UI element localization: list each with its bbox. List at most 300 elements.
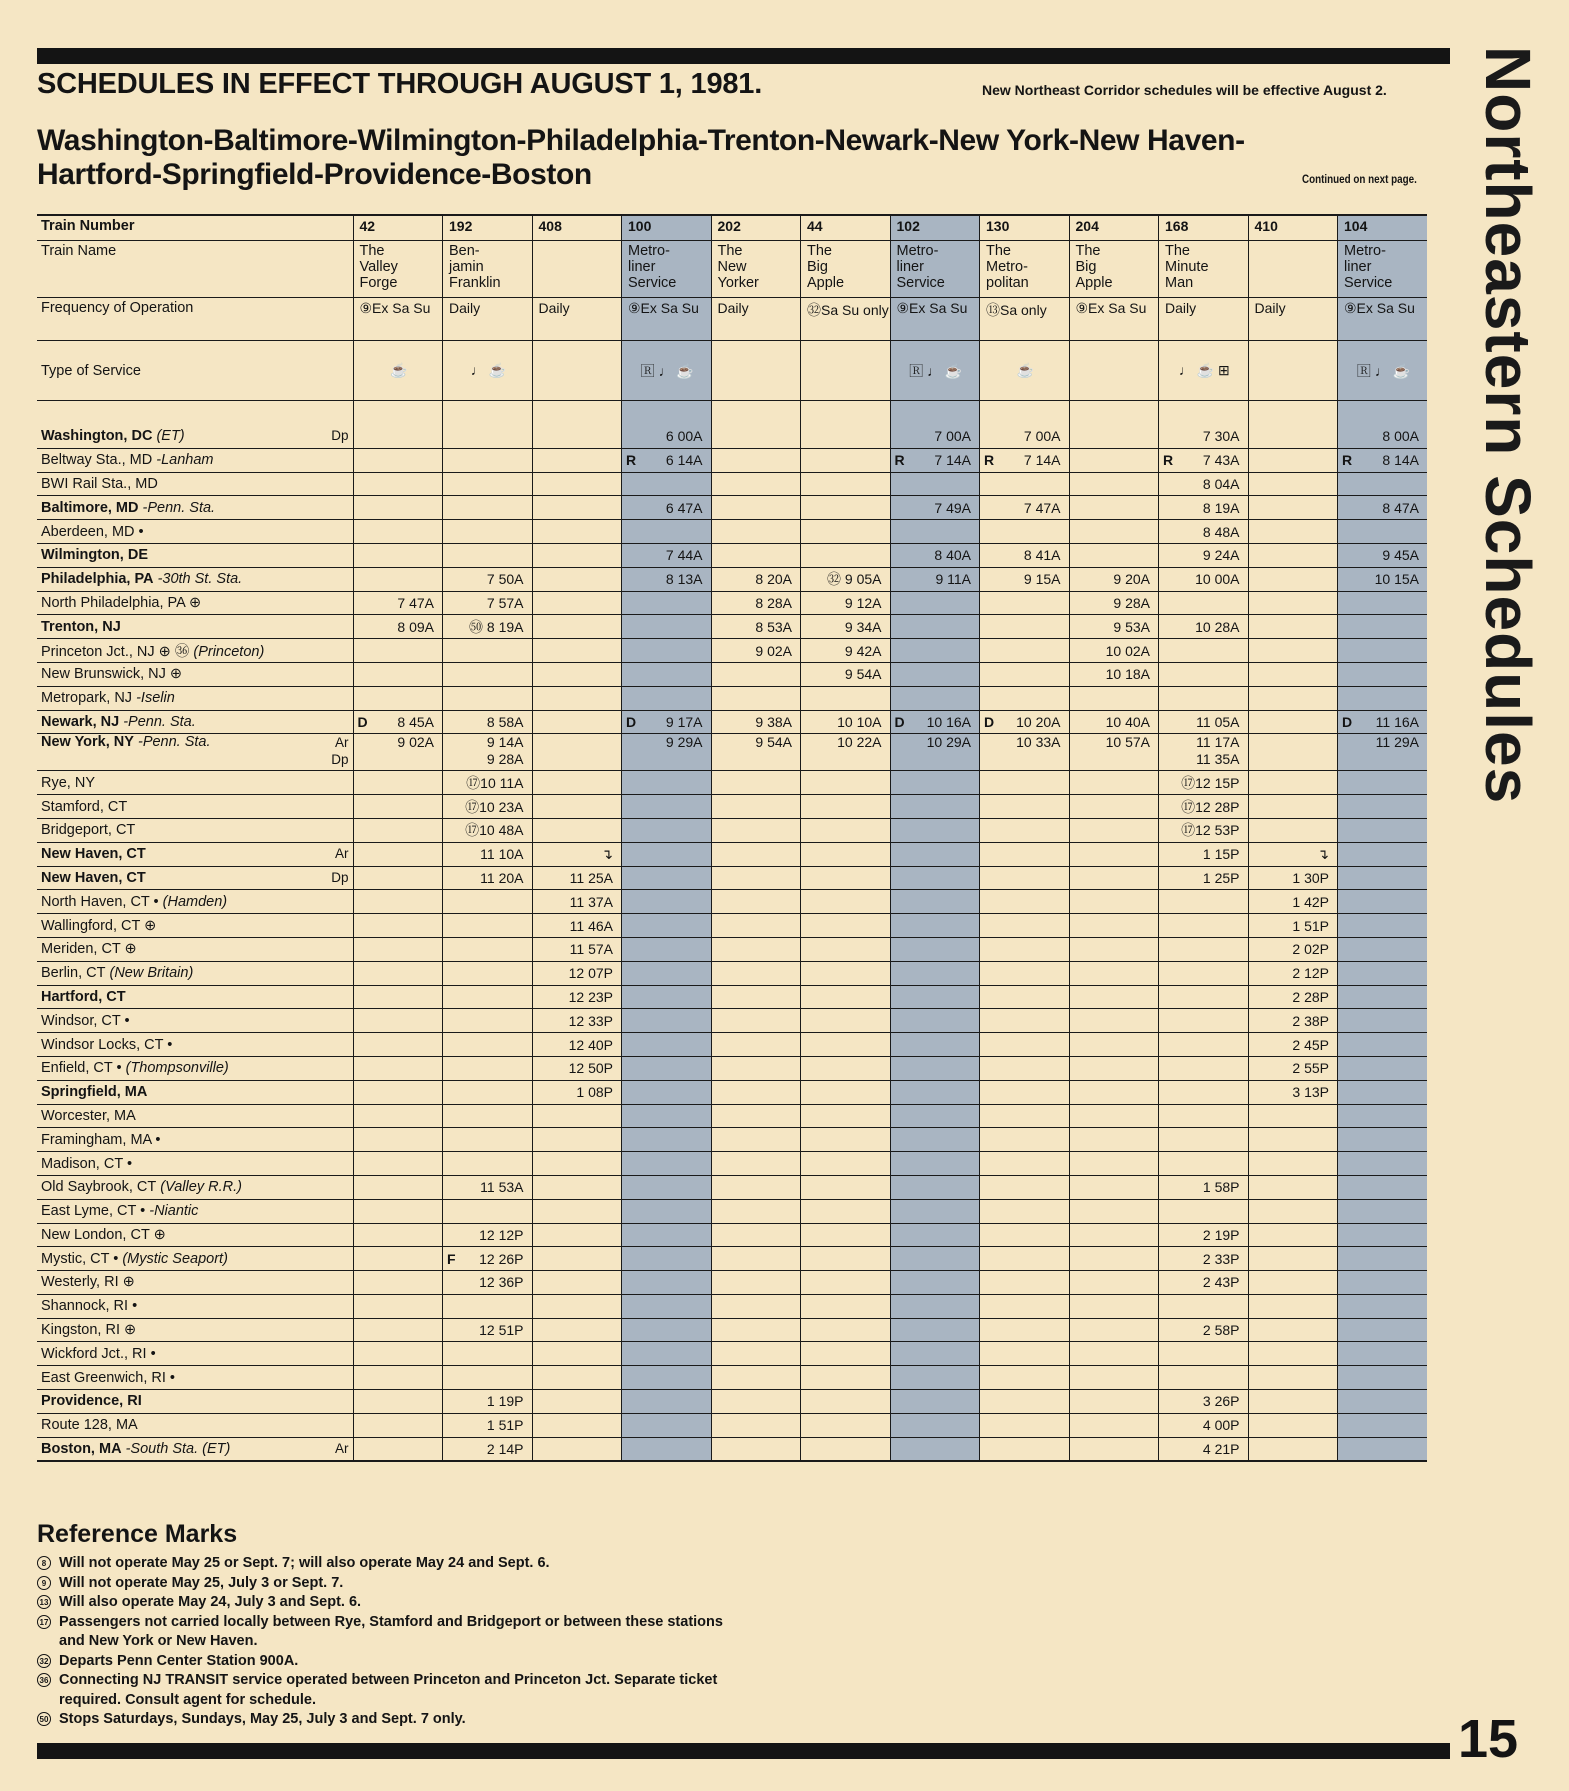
station-name: Wickford Jct., RI • — [41, 1345, 156, 1362]
station-name-cell — [37, 771, 353, 795]
spacer-cell — [890, 401, 980, 426]
reference-mark-item — [37, 1613, 739, 1652]
time-cell — [801, 771, 891, 795]
reference-marks-title: Reference Marks — [37, 1520, 238, 1548]
station-row — [37, 1104, 1427, 1128]
time-cell — [1069, 1104, 1159, 1128]
time-cell — [1338, 890, 1428, 914]
spacer-row — [37, 401, 1427, 426]
time-cell — [890, 914, 980, 938]
time-cell: 12 36P — [443, 1271, 533, 1295]
train-service-cell: ♩ ☕ ⊞ — [1159, 341, 1249, 401]
station-name-cell — [37, 1009, 353, 1033]
train-name-line: Ben- — [449, 243, 480, 259]
time-cell — [532, 1294, 622, 1318]
time-cell: 1 51P — [1248, 914, 1338, 938]
time-cell — [890, 1247, 980, 1271]
time-cell — [532, 1390, 622, 1414]
station-name: Boston, MA — [41, 1441, 122, 1458]
train-number-cell: 204 — [1069, 215, 1159, 241]
time-cell — [980, 662, 1070, 686]
station-subname: -30th St. Sta. — [157, 571, 243, 588]
time-cell — [1159, 662, 1249, 686]
time-arrive: 9 14A — [486, 734, 524, 751]
time-cell — [711, 543, 801, 567]
station-name-cell — [37, 842, 353, 866]
time-cell — [980, 1175, 1070, 1199]
time-cell — [890, 472, 980, 496]
time-cell — [1069, 1390, 1159, 1414]
time-cell — [1248, 1152, 1338, 1176]
row-label: Train Number — [37, 215, 353, 241]
time-cell — [353, 1175, 443, 1199]
station-row — [37, 1318, 1427, 1342]
time-cell — [1338, 985, 1428, 1009]
time-cell — [622, 1104, 712, 1128]
station-row — [37, 1247, 1427, 1271]
station-row — [37, 662, 1427, 686]
time-cell — [711, 1294, 801, 1318]
time-cell: 10 29A — [890, 734, 980, 771]
time-cell — [801, 1223, 891, 1247]
station-name-cell — [37, 710, 353, 734]
arrive-depart-part: Dp — [331, 869, 349, 885]
time-cell — [980, 520, 1070, 544]
station-name-cell — [37, 1223, 353, 1247]
train-number-cell: 192 — [443, 215, 533, 241]
station-name-cell — [37, 1413, 353, 1437]
station-name: Madison, CT • — [41, 1155, 133, 1172]
station-name: Shannock, RI • — [41, 1298, 138, 1315]
train-name-cell — [622, 241, 712, 298]
station-subname: -Lanham — [156, 452, 214, 469]
station-row — [37, 985, 1427, 1009]
time-cell — [443, 1128, 533, 1152]
time-cell — [890, 1080, 980, 1104]
station-name: Trenton, NJ — [41, 618, 121, 635]
time-cell — [1069, 1009, 1159, 1033]
time-cell — [1248, 818, 1338, 842]
time-cell — [711, 1413, 801, 1437]
time-cell — [890, 1366, 980, 1390]
time-value: 6 14A — [665, 452, 703, 469]
time-cell — [711, 1080, 801, 1104]
time-cell — [711, 1247, 801, 1271]
time-cell: 3 13P — [1248, 1080, 1338, 1104]
time-cell — [1069, 890, 1159, 914]
time-cell — [1248, 1199, 1338, 1223]
station-row — [37, 961, 1427, 985]
time-cell: 2 58P — [1159, 1318, 1249, 1342]
time-cell — [980, 1080, 1070, 1104]
time-cell — [711, 1175, 801, 1199]
station-name: Berlin, CT — [41, 965, 106, 982]
time-cell: 7 49A — [890, 496, 980, 520]
time-cell — [890, 591, 980, 615]
time-cell: 10 57A — [1069, 734, 1159, 771]
station-name: Westerly, RI ⊕ — [41, 1274, 135, 1291]
time-cell — [1159, 1128, 1249, 1152]
time-cell — [1069, 1247, 1159, 1271]
reference-mark-item — [37, 1710, 739, 1730]
reference-text: Will also operate May 24, July 3 and Sept. 6. — [59, 1594, 362, 1610]
time-prefix: F — [447, 1250, 456, 1267]
time-cell — [1338, 1390, 1428, 1414]
station-name: North Philadelphia, PA ⊕ — [41, 594, 202, 611]
time-cell: 11 53A — [443, 1175, 533, 1199]
time-cell — [711, 890, 801, 914]
time-cell — [443, 1080, 533, 1104]
station-row — [37, 686, 1427, 710]
station-row — [37, 1152, 1427, 1176]
station-row — [37, 1390, 1427, 1414]
time-cell — [890, 985, 980, 1009]
time-cell: 9 53A — [1069, 615, 1159, 639]
station-name-cell — [37, 961, 353, 985]
time-cell — [890, 795, 980, 819]
time-cell — [980, 961, 1070, 985]
time-cell — [890, 771, 980, 795]
time-cell: 11 29A — [1338, 734, 1428, 771]
station-name: BWI Rail Sta., MD — [41, 475, 158, 492]
time-cell — [980, 686, 1070, 710]
time-cell: 8 40A — [890, 543, 980, 567]
time-cell — [1159, 1152, 1249, 1176]
route-title-line1: Washington-Baltimore-Wilmington-Philadelphia-Trenton-Newark-New York-New Haven- — [37, 124, 1245, 157]
time-cell: 7 47A — [353, 591, 443, 615]
time-cell — [353, 1366, 443, 1390]
station-row — [37, 1366, 1427, 1390]
time-cell — [801, 1009, 891, 1033]
time-cell — [890, 662, 980, 686]
time-cell: 10 22A — [801, 734, 891, 771]
time-cell — [711, 448, 801, 472]
page-headline: SCHEDULES IN EFFECT THROUGH AUGUST 1, 1981. — [37, 68, 763, 100]
time-cell — [532, 639, 622, 663]
station-row — [37, 1294, 1427, 1318]
time-cell — [801, 985, 891, 1009]
time-value: 12 26P — [479, 1250, 524, 1267]
time-cell: 6 47A — [622, 496, 712, 520]
time-cell — [532, 1104, 622, 1128]
time-cell — [1338, 710, 1428, 734]
time-cell — [353, 771, 443, 795]
station-name: New York, NY — [41, 734, 134, 751]
time-cell — [980, 710, 1070, 734]
time-cell: 12 07P — [532, 961, 622, 985]
time-cell: 2 55P — [1248, 1056, 1338, 1080]
arrive-depart-part: Ar — [335, 846, 349, 862]
reference-mark-item — [37, 1593, 739, 1613]
time-cell: 8 19A — [1159, 496, 1249, 520]
time-cell: 7 44A — [622, 543, 712, 567]
time-cell — [801, 937, 891, 961]
time-prefix: D — [626, 713, 637, 730]
time-cell — [1338, 1128, 1428, 1152]
time-cell — [1248, 734, 1338, 771]
station-name-cell — [37, 734, 353, 771]
time-cell: 8 09A — [353, 615, 443, 639]
time-cell — [1338, 937, 1428, 961]
time-cell — [711, 1009, 801, 1033]
time-cell — [711, 520, 801, 544]
time-cell — [622, 1366, 712, 1390]
train-number-cell: 168 — [1159, 215, 1249, 241]
time-cell — [801, 1318, 891, 1342]
station-name-cell — [37, 818, 353, 842]
time-cell — [532, 1271, 622, 1295]
time-cell: 9 02A — [711, 639, 801, 663]
time-cell — [353, 496, 443, 520]
time-cell: 2 38P — [1248, 1009, 1338, 1033]
time-cell — [801, 1104, 891, 1128]
station-name: East Greenwich, RI • — [41, 1369, 176, 1386]
time-cell — [443, 1199, 533, 1223]
time-cell — [622, 1342, 712, 1366]
time-cell — [1069, 1342, 1159, 1366]
train-name-cell — [443, 241, 533, 298]
time-cell — [711, 961, 801, 985]
time-cell — [711, 472, 801, 496]
time-cell — [801, 818, 891, 842]
time-cell — [890, 615, 980, 639]
time-cell — [443, 448, 533, 472]
frequency-row — [37, 298, 1427, 341]
time-cell: ⑰10 48A — [443, 818, 533, 842]
station-row — [37, 543, 1427, 567]
train-name-line: Big — [1075, 259, 1097, 275]
time-cell — [801, 961, 891, 985]
time-cell — [443, 662, 533, 686]
time-cell — [1338, 842, 1428, 866]
time-cell — [1338, 771, 1428, 795]
station-name: Beltway Sta., MD — [41, 452, 153, 469]
time-cell — [980, 1342, 1070, 1366]
time-cell — [532, 686, 622, 710]
row-label: Train Name — [37, 241, 353, 298]
time-cell — [532, 567, 622, 591]
train-service-cell — [801, 341, 891, 401]
spacer-cell — [353, 401, 443, 426]
time-value: 9 17A — [665, 713, 703, 730]
time-cell: 11 37A — [532, 890, 622, 914]
train-frequency-cell: ⑨Ex Sa Su — [622, 298, 712, 341]
station-name: Providence, RI — [41, 1393, 142, 1410]
time-cell — [353, 1294, 443, 1318]
time-cell — [890, 818, 980, 842]
station-row — [37, 842, 1427, 866]
arrive-depart-part: Ar — [335, 735, 349, 751]
time-cell — [711, 771, 801, 795]
time-cell: 11 20A — [443, 866, 533, 890]
train-name-line: Service — [628, 275, 677, 291]
time-cell — [353, 1056, 443, 1080]
time-cell — [353, 448, 443, 472]
station-name: Metropark, NJ — [41, 690, 133, 707]
time-cell — [890, 1294, 980, 1318]
train-frequency-cell: ⑨Ex Sa Su — [1069, 298, 1159, 341]
time-cell — [711, 686, 801, 710]
train-frequency-cell: Daily — [532, 298, 622, 341]
time-cell: 9 02A — [353, 734, 443, 771]
time-cell — [443, 1294, 533, 1318]
station-name-cell — [37, 1152, 353, 1176]
time-cell: 8 00A — [1338, 425, 1428, 448]
station-row — [37, 472, 1427, 496]
time-cell — [1159, 1104, 1249, 1128]
time-cell — [1338, 686, 1428, 710]
time-cell — [353, 472, 443, 496]
time-cell — [1248, 543, 1338, 567]
time-cell — [532, 1223, 622, 1247]
time-cell — [622, 662, 712, 686]
station-name-cell — [37, 1104, 353, 1128]
time-cell — [890, 1128, 980, 1152]
train-frequency-cell: ⑨Ex Sa Su — [353, 298, 443, 341]
train-frequency-cell: ⑨Ex Sa Su — [1338, 298, 1428, 341]
time-cell — [980, 985, 1070, 1009]
time-cell — [1159, 961, 1249, 985]
time-cell — [1069, 818, 1159, 842]
time-cell: 11 57A — [532, 937, 622, 961]
station-name-cell — [37, 1199, 353, 1223]
station-row — [37, 771, 1427, 795]
time-cell — [1248, 1366, 1338, 1390]
train-name-line: New — [717, 259, 747, 275]
train-frequency-cell: ㉜Sa Su only — [801, 298, 891, 341]
time-cell: 2 12P — [1248, 961, 1338, 985]
time-cell — [1159, 639, 1249, 663]
time-cell: 10 15A — [1338, 567, 1428, 591]
time-cell — [711, 1199, 801, 1223]
time-cell — [1338, 1033, 1428, 1057]
time-cell — [353, 937, 443, 961]
time-cell — [980, 1199, 1070, 1223]
station-row — [37, 448, 1427, 472]
time-cell — [353, 1033, 443, 1057]
time-cell — [622, 795, 712, 819]
time-cell — [801, 543, 891, 567]
time-cell: 8 28A — [711, 591, 801, 615]
time-cell — [353, 662, 443, 686]
train-service-cell: 🅁 ♩ ☕ — [622, 341, 712, 401]
time-cell — [443, 425, 533, 448]
time-cell: 7 50A — [443, 567, 533, 591]
time-cell — [1069, 961, 1159, 985]
time-cell — [711, 1318, 801, 1342]
station-name-cell — [37, 1080, 353, 1104]
time-cell: 10 28A — [1159, 615, 1249, 639]
time-value: 11 16A — [1375, 713, 1419, 730]
spacer-cell — [980, 401, 1070, 426]
time-cell — [711, 1128, 801, 1152]
time-cell — [801, 1366, 891, 1390]
arrive-depart-part: Ar — [335, 1441, 349, 1457]
time-cell — [711, 1056, 801, 1080]
reference-marks-list — [37, 1554, 739, 1730]
station-name-cell — [37, 914, 353, 938]
time-cell — [1248, 1318, 1338, 1342]
time-cell — [1248, 662, 1338, 686]
time-cell — [622, 448, 712, 472]
time-cell — [801, 1390, 891, 1414]
time-cell — [1069, 795, 1159, 819]
time-cell — [1338, 818, 1428, 842]
time-cell — [1338, 1152, 1428, 1176]
time-cell — [532, 1175, 622, 1199]
time-cell — [1159, 1009, 1249, 1033]
reference-text: Will not operate May 25 or Sept. 7; will also operate May 24 and Sept. 6. — [59, 1555, 550, 1571]
station-name-cell — [37, 1437, 353, 1461]
time-cell — [622, 961, 712, 985]
station-name-cell — [37, 1342, 353, 1366]
time-cell — [1159, 448, 1249, 472]
time-cell — [1248, 567, 1338, 591]
station-name: Springfield, MA — [41, 1084, 148, 1101]
time-cell — [890, 1390, 980, 1414]
train-name-line: liner — [896, 259, 924, 275]
time-value: 8 45A — [397, 713, 434, 730]
time-cell — [353, 818, 443, 842]
station-name: Princeton Jct., NJ ⊕ ㊱ — [41, 644, 190, 661]
time-cell: ⑰10 11A — [443, 771, 533, 795]
time-cell — [711, 914, 801, 938]
train-name-line: jamin — [449, 259, 484, 275]
time-cell — [1159, 734, 1249, 771]
time-cell — [353, 1390, 443, 1414]
time-cell — [622, 1271, 712, 1295]
time-cell — [1248, 1390, 1338, 1414]
time-cell — [980, 1104, 1070, 1128]
station-name: New Brunswick, NJ ⊕ — [41, 666, 183, 683]
time-cell — [1069, 425, 1159, 448]
time-cell — [353, 1199, 443, 1223]
time-cell: 8 13A — [622, 567, 712, 591]
station-row — [37, 1080, 1427, 1104]
time-prefix: D — [1342, 713, 1353, 730]
time-cell: 11 10A — [443, 842, 533, 866]
timetable — [37, 214, 1427, 1462]
time-cell — [1069, 472, 1159, 496]
time-cell — [1338, 639, 1428, 663]
time-cell — [1069, 1056, 1159, 1080]
time-cell — [1338, 1437, 1428, 1461]
time-cell — [532, 1342, 622, 1366]
time-cell — [1248, 615, 1338, 639]
time-prefix: R — [626, 452, 637, 469]
time-cell — [1338, 662, 1428, 686]
train-name-line: The — [1075, 243, 1101, 259]
time-cell: 8 48A — [1159, 520, 1249, 544]
time-cell — [1338, 1009, 1428, 1033]
station-name-cell — [37, 686, 353, 710]
time-cell — [532, 1152, 622, 1176]
time-cell — [622, 472, 712, 496]
time-cell — [1248, 1413, 1338, 1437]
time-cell — [622, 591, 712, 615]
station-name-cell — [37, 1128, 353, 1152]
time-cell — [443, 496, 533, 520]
reference-text: Stops Saturdays, Sundays, May 25, July 3 and Sept. 7 only. — [59, 1711, 466, 1727]
time-cell — [1338, 1366, 1428, 1390]
train-name-line: The — [717, 243, 743, 259]
time-cell — [622, 1152, 712, 1176]
train-name-cell — [801, 241, 891, 298]
train-number-cell: 130 — [980, 215, 1070, 241]
station-name: Route 128, MA — [41, 1417, 138, 1434]
time-cell: 9 15A — [980, 567, 1070, 591]
station-row — [37, 1199, 1427, 1223]
